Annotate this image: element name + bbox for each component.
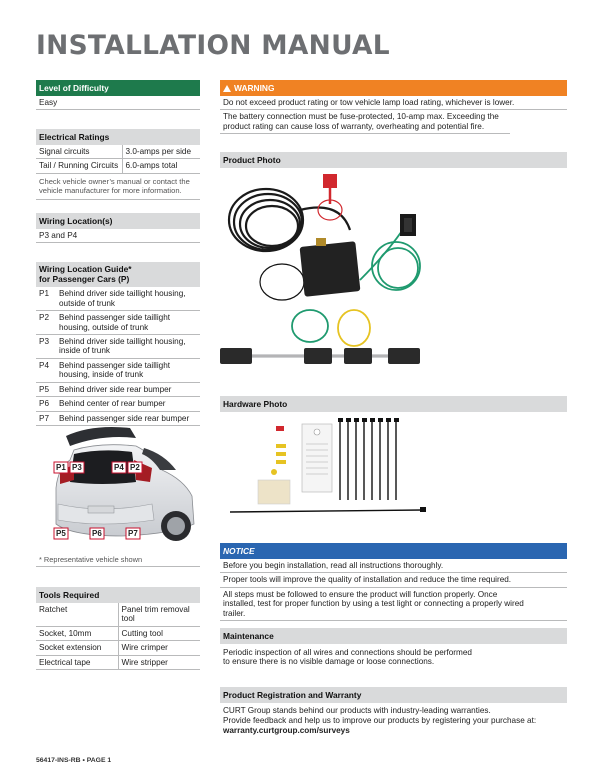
- tool-item: Ratchet: [36, 603, 118, 626]
- table-row: [36, 145, 200, 159]
- wiring-guide-header-line: for Passenger Cars (P): [39, 273, 130, 284]
- car-label-p5: P5: [56, 529, 66, 538]
- wiring-guide-header-line: Wiring Location Guide*: [39, 264, 132, 274]
- electrical-value: 3.0-amps per side: [122, 145, 200, 159]
- difficulty-section: [36, 80, 200, 110]
- notice-line: Before you begin installation, read all instructions thoroughly.: [220, 559, 567, 573]
- location-code: P5: [36, 382, 56, 396]
- maintenance-text: Periodic inspection of all wires and connections should be performed to ensure there is no visible damage or loose connections.: [223, 648, 472, 667]
- location-text: Behind passenger side rear bumper: [56, 411, 200, 425]
- registration-line: Provide feedback and help us to improve our products by registering your purchase at:: [223, 716, 537, 725]
- wiring-guide-table: [36, 287, 200, 426]
- difficulty-value: Easy: [36, 96, 200, 110]
- location-code: P2: [36, 311, 56, 335]
- car-rear-icon: [52, 424, 200, 548]
- hardware-kit-icon: [228, 414, 438, 520]
- product-photo-section: [220, 152, 567, 168]
- vehicle-caption: [36, 553, 200, 567]
- electrical-header: Electrical Ratings: [36, 129, 200, 145]
- car-label-p4: P4: [114, 463, 124, 472]
- wiring-guide-header: [36, 262, 200, 287]
- table-row: [36, 641, 200, 655]
- hardware-photo-section: [220, 396, 567, 412]
- location-code: P1: [36, 287, 56, 310]
- table-row: [36, 382, 200, 396]
- table-row: [36, 311, 200, 335]
- hardware-photo-header: Hardware Photo: [220, 396, 567, 412]
- warning-header: [220, 80, 567, 96]
- tool-item: Panel trim removal tool: [118, 603, 200, 626]
- warning-line: Do not exceed product rating or tow vehicle lamp load rating, whichever is lower.: [220, 96, 567, 110]
- table-row: [36, 159, 200, 173]
- page-footer: 56417-INS-RB • PAGE 1: [36, 757, 112, 764]
- registration-section: [220, 687, 567, 736]
- electrical-value: 6.0-amps total: [122, 159, 200, 173]
- difficulty-header: Level of Difficulty: [36, 80, 200, 96]
- location-text: Behind passenger side taillight housing, outside of trunk: [56, 311, 200, 335]
- tool-item: Socket extension: [36, 641, 118, 655]
- product-photo: [220, 170, 567, 382]
- product-photo-header: Product Photo: [220, 152, 567, 168]
- electrical-table: [36, 145, 200, 174]
- location-text: Behind driver side taillight housing, inside of trunk: [56, 335, 200, 359]
- table-row: [36, 626, 200, 640]
- table-row: [36, 287, 200, 310]
- tool-item: Electrical tape: [36, 655, 118, 669]
- hardware-photo: [228, 414, 438, 520]
- wiring-location-header: Wiring Location(s): [36, 213, 200, 229]
- electrical-label: Signal circuits: [36, 145, 122, 159]
- vehicle-caption-text: * Representative vehicle shown: [36, 553, 200, 567]
- location-code: P7: [36, 411, 56, 425]
- electrical-label: Tail / Running Circuits: [36, 159, 122, 173]
- tool-item: Socket, 10mm: [36, 626, 118, 640]
- registration-line: CURT Group stands behind our products with industry-leading warranties.: [223, 706, 491, 715]
- electrical-note: Check vehicle owner’s manual or contact the vehicle manufacturer for more information.: [36, 174, 200, 200]
- warning-icon: [223, 85, 231, 92]
- car-label-p1: P1: [56, 463, 66, 472]
- notice-section: [220, 543, 567, 621]
- tool-item: Cutting tool: [118, 626, 200, 640]
- location-code: P3: [36, 335, 56, 359]
- wiring-location-value: P3 and P4: [36, 229, 200, 243]
- location-text: Behind center of rear bumper: [56, 397, 200, 411]
- maintenance-header: Maintenance: [220, 628, 567, 644]
- tools-table: [36, 603, 200, 670]
- warranty-link[interactable]: warranty.curtgroup.com/surveys: [223, 726, 350, 735]
- vehicle-illustration: [52, 424, 200, 548]
- wiring-guide-section: [36, 262, 200, 426]
- location-code: P4: [36, 358, 56, 382]
- table-row: [36, 335, 200, 359]
- notice-line: All steps must be followed to ensure the product will function properly. Once installed, test for proper function by using a test light or connecting a properly wired trailer.: [220, 588, 567, 621]
- car-label-p7: P7: [128, 529, 138, 538]
- car-label-p2: P2: [130, 463, 140, 472]
- notice-header: NOTICE: [220, 543, 567, 559]
- table-row: [36, 655, 200, 669]
- table-row: [36, 603, 200, 626]
- location-text: Behind driver side taillight housing, outside of trunk: [56, 287, 200, 310]
- location-text: Behind driver side rear bumper: [56, 382, 200, 396]
- car-label-p3: P3: [72, 463, 82, 472]
- tool-item: Wire stripper: [118, 655, 200, 669]
- registration-body: [220, 703, 567, 736]
- table-row: [36, 358, 200, 382]
- table-row: [36, 397, 200, 411]
- notice-line: Proper tools will improve the quality of installation and reduce the time required.: [220, 573, 567, 587]
- location-code: P6: [36, 397, 56, 411]
- wiring-harness-icon: [220, 170, 567, 382]
- location-text: Behind passenger side taillight housing, inside of trunk: [56, 358, 200, 382]
- tool-item: Wire crimper: [118, 641, 200, 655]
- warning-header-text: WARNING: [234, 83, 275, 93]
- page-title: INSTALLATION MANUAL: [36, 30, 390, 61]
- tools-header: Tools Required: [36, 587, 200, 603]
- maintenance-section: [220, 628, 567, 669]
- car-label-p6: P6: [92, 529, 102, 538]
- wiring-location-section: [36, 213, 200, 243]
- warning-line: The battery connection must be fuse-protected, 10-amp max. Exceeding the product rating can cause loss of warranty, overheating and potential fire.: [220, 110, 510, 134]
- electrical-section: [36, 129, 200, 200]
- warning-section: [220, 80, 567, 134]
- tools-section: [36, 587, 200, 670]
- registration-header: Product Registration and Warranty: [220, 687, 567, 703]
